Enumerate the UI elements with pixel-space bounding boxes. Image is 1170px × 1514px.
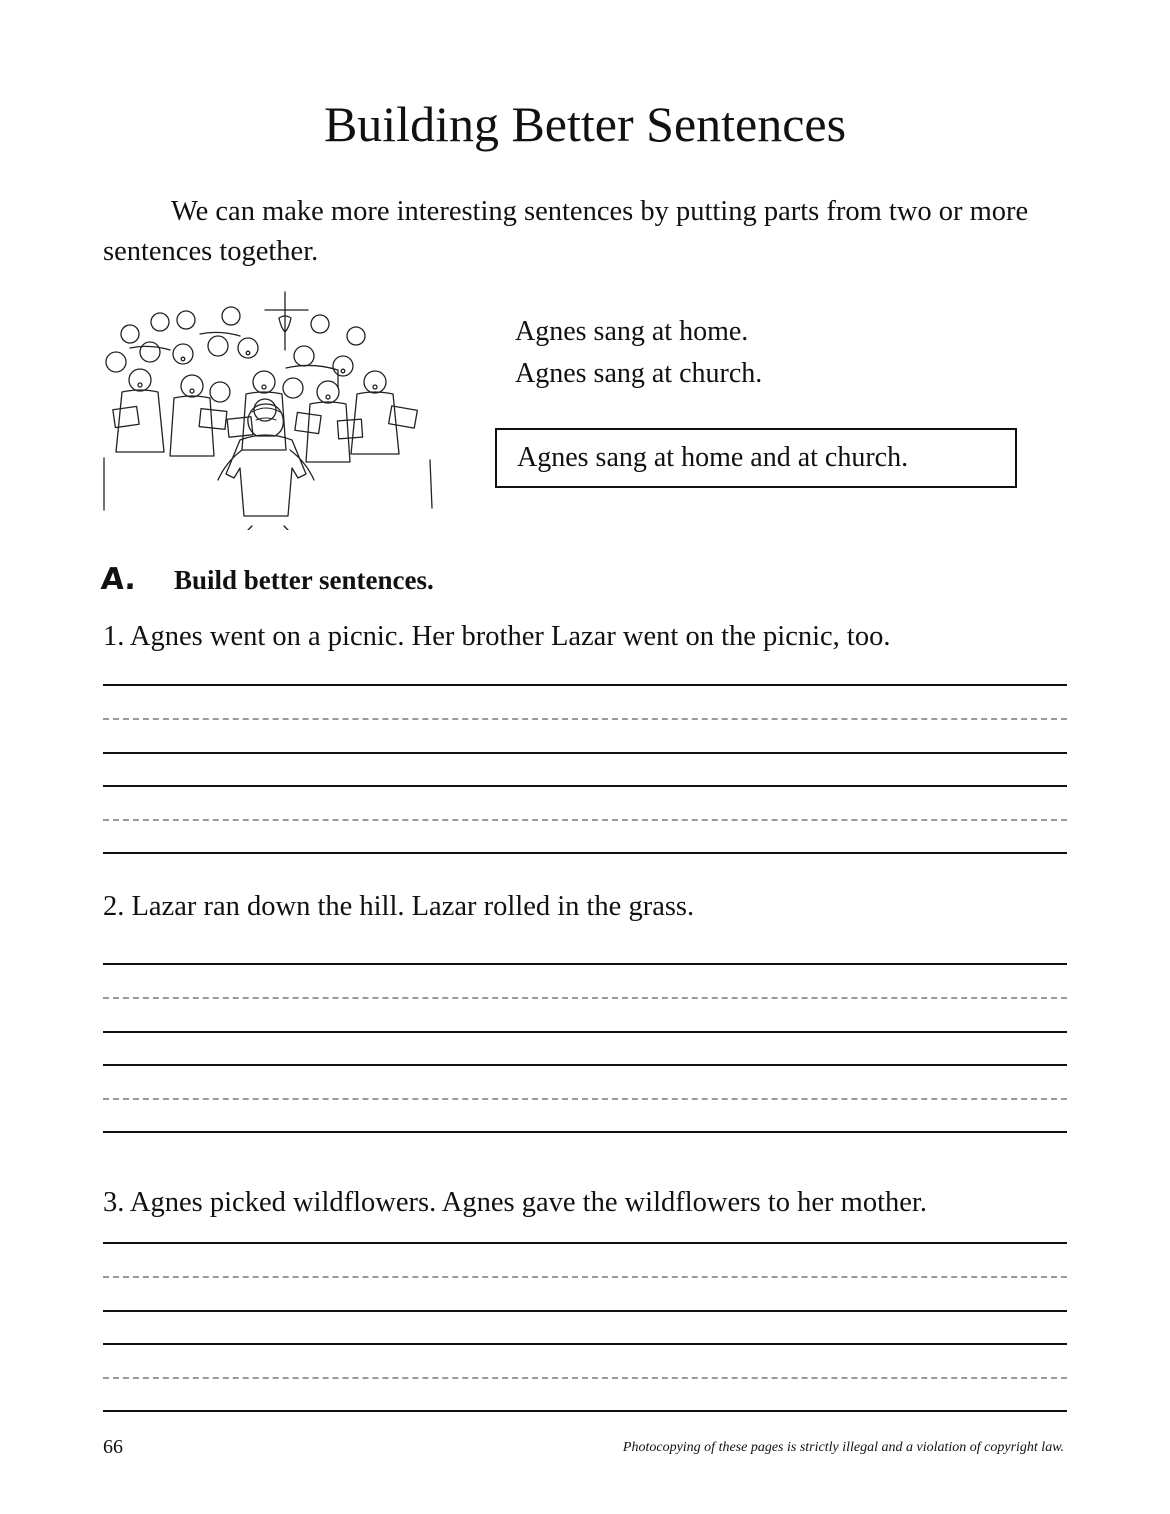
question-1: 1. Agnes went on a picnic. Her brother Lazar went on the picnic, too. [103, 621, 891, 652]
copyright-notice: Photocopying of these pages is strictly illegal and a violation of copyright law. [622, 1440, 1064, 1455]
writing-line-mid [103, 819, 1067, 821]
combined-sentence: Agnes sang at home and at church. [517, 442, 909, 473]
writing-line-mid [103, 1377, 1067, 1379]
writing-line-base [103, 852, 1067, 854]
example-sentence-2: Agnes sang at church. [515, 358, 763, 389]
section-letter: A. [99, 562, 138, 597]
writing-line-base [103, 1410, 1067, 1412]
writing-line-base [103, 1031, 1067, 1033]
writing-line-mid [103, 718, 1067, 720]
writing-line-mid [103, 997, 1067, 999]
writing-line-top[interactable] [103, 684, 1067, 686]
writing-line-top[interactable] [103, 1242, 1067, 1244]
page-title: Building Better Sentences [323, 96, 847, 152]
combined-sentence-box [495, 428, 1017, 488]
example-sentence-1: Agnes sang at home. [515, 316, 749, 347]
question-2: 2. Lazar ran down the hill. Lazar rolled in the grass. [103, 891, 695, 922]
writing-line-top[interactable] [103, 963, 1067, 965]
writing-line-mid [103, 1098, 1067, 1100]
intro-paragraph: We can make more interesting sentences by putting parts from two or more sentences together. [103, 196, 1029, 267]
section-instruction: Build better sentences. [174, 565, 434, 595]
page-number: 66 [103, 1436, 123, 1458]
writing-line-mid [103, 1276, 1067, 1278]
writing-line-top[interactable] [103, 1064, 1067, 1066]
writing-line-base [103, 1310, 1067, 1312]
writing-line-top[interactable] [103, 1343, 1067, 1345]
writing-line-top[interactable] [103, 785, 1067, 787]
writing-line-base [103, 752, 1067, 754]
choir-illustration [100, 290, 440, 530]
question-3: 3. Agnes picked wildflowers. Agnes gave the wildflowers to her mother. [103, 1187, 927, 1218]
writing-line-base [103, 1131, 1067, 1133]
